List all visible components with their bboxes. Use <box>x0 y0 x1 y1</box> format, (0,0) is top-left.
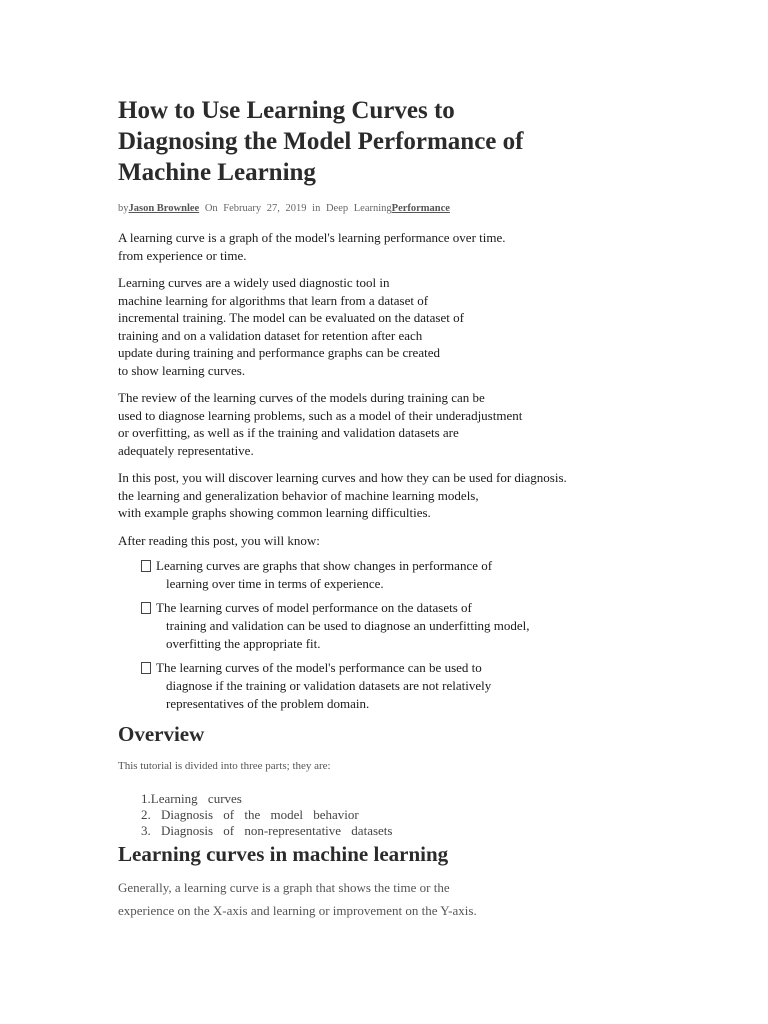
article <box>118 95 718 922</box>
byline-date: On February 27, 2019 in Deep Learning <box>204 203 392 214</box>
paragraph-after-reading: After reading this post, you will know: <box>118 532 320 548</box>
parts-list <box>118 791 718 839</box>
title-line: Machine Learning <box>118 159 316 186</box>
paragraph-review <box>118 389 718 459</box>
checkbox-glyph-icon <box>141 560 151 572</box>
title-line: Diagnosing the Model Performance of <box>118 128 524 155</box>
text-line: or overfitting, as well as if the training and validation datasets are <box>118 425 459 440</box>
list-item: 1.Learning curves <box>141 791 242 806</box>
text-line: from experience or time. <box>118 247 247 263</box>
byline <box>118 202 718 216</box>
overview-heading: Overview <box>118 722 205 746</box>
text-line: experience on the X-axis and learning or improvement on the Y-axis. <box>118 903 477 918</box>
text-line: incremental training. The model can be evaluated on the dataset of <box>118 310 464 325</box>
text-line: the learning and generalization behavior of machine learning models, <box>118 487 479 503</box>
overview-intro: This tutorial is divided into three parts; they are: <box>118 760 331 772</box>
text-line: learning over time in terms of experience. <box>166 576 384 591</box>
text-line: adequately representative. <box>118 442 254 458</box>
takeaways-list <box>118 557 718 713</box>
text-line: The learning curves of model performance on the datasets of <box>156 600 472 615</box>
paragraph-post <box>118 469 718 522</box>
list-item <box>141 659 718 713</box>
text-line: overfitting the appropriate fit. <box>166 636 321 651</box>
paragraph-intro <box>118 229 718 264</box>
text-line: Generally, a learning curve is a graph that shows the time or the <box>118 880 450 895</box>
text-line: machine learning for algorithms that learn from a dataset of <box>118 292 429 308</box>
list-item: 2. Diagnosis of the model behavior <box>141 807 359 822</box>
list-item <box>141 557 718 593</box>
text-line: to show learning curves. <box>118 362 246 378</box>
article-title <box>118 95 588 188</box>
text-line: training and validation can be used to diagnose an underfitting model, <box>166 618 530 633</box>
text-line: Learning curves are a widely used diagnostic tool in <box>118 275 390 290</box>
title-line: How to Use Learning Curves to <box>118 97 455 124</box>
text-line: The learning curves of the model's performance can be used to <box>156 660 482 675</box>
list-item: 3. Diagnosis of non-representative datasets <box>141 823 393 838</box>
text-line: Learning curves are graphs that show changes in performance of <box>156 558 493 573</box>
text-line: diagnose if the training or validation datasets are not relatively <box>166 678 492 693</box>
paragraph-diagnostic-tool <box>118 274 718 379</box>
text-line: The review of the learning curves of the models during training can be <box>118 390 485 405</box>
paragraph-generally <box>118 876 718 922</box>
text-line: update during training and performance graphs can be created <box>118 345 440 360</box>
checkbox-glyph-icon <box>141 602 151 614</box>
text-line: used to diagnose learning problems, such as a model of their underadjustment <box>118 407 523 423</box>
checkbox-glyph-icon <box>141 662 151 674</box>
text-line: A learning curve is a graph of the model's learning performance over time. <box>118 230 506 245</box>
text-line: training and on a validation dataset for retention after each <box>118 327 423 343</box>
category-link[interactable]: Performance <box>391 203 450 214</box>
section-heading: Learning curves in machine learning <box>118 842 449 866</box>
text-line: In this post, you will discover learning curves and how they can be used for diagnosis. <box>118 470 567 485</box>
list-item <box>141 599 718 653</box>
text-line: with example graphs showing common learning difficulties. <box>118 505 431 520</box>
author-link[interactable]: Jason Brownlee <box>128 203 200 214</box>
byline-by: by <box>118 203 129 214</box>
text-line: representatives of the problem domain. <box>166 696 370 711</box>
